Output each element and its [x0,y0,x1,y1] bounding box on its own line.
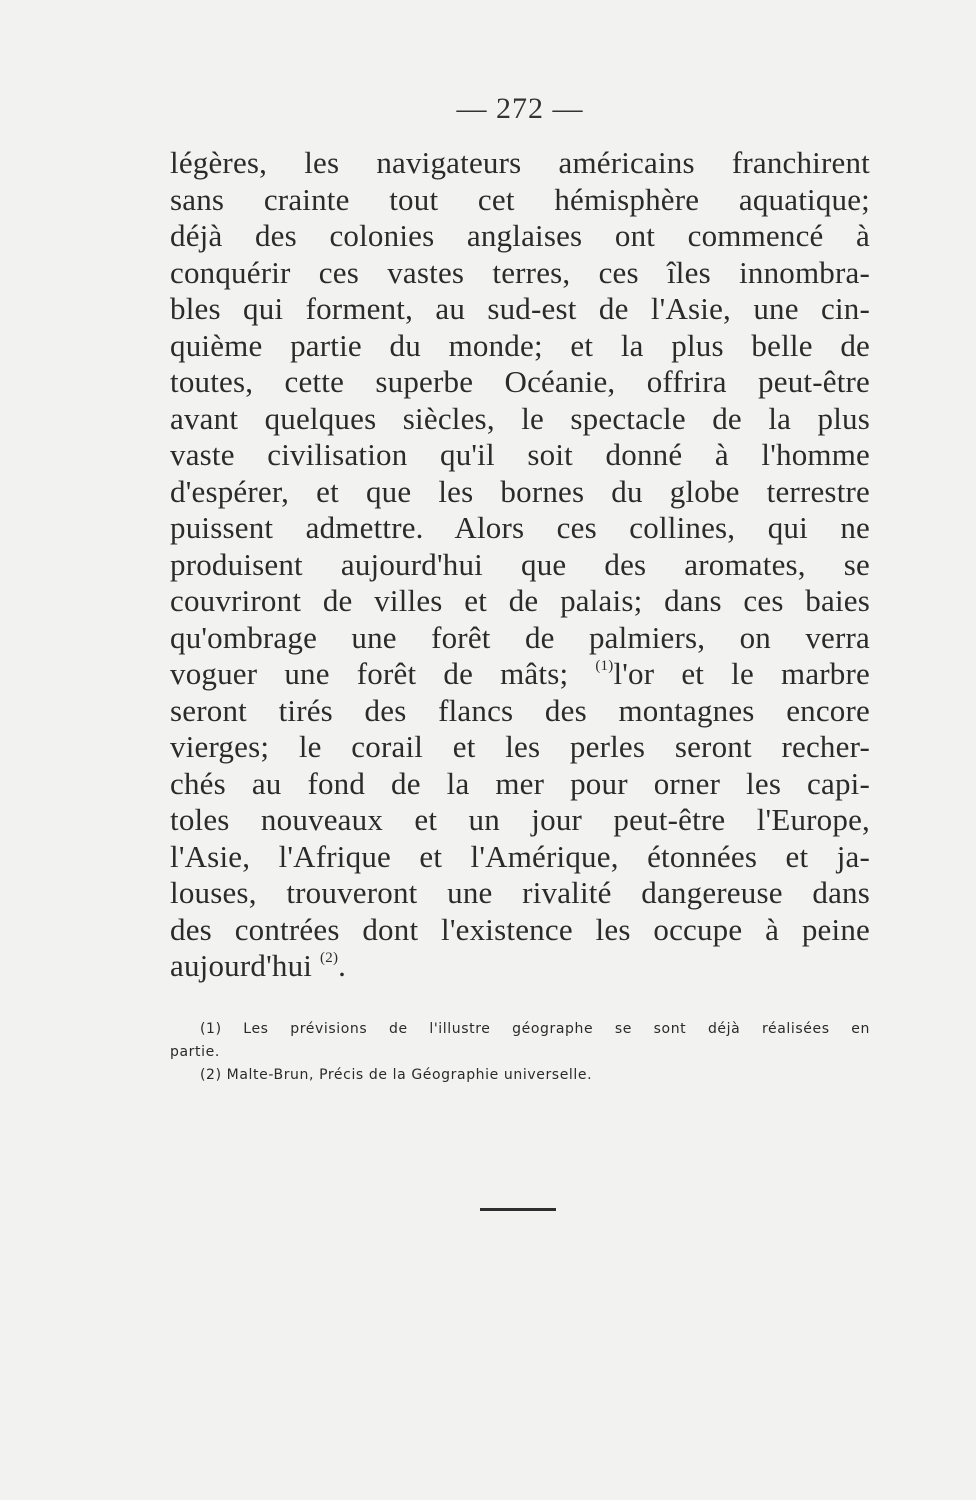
footnotes [170,1018,870,1087]
text-line: qu'ombrage une forêt de palmiers, on verra [170,619,870,655]
text-line: d'espérer, et que les bornes du globe terrestre [170,473,870,509]
footnote-1-continuation: partie. [170,1044,220,1060]
text-line: des contrées dont l'existence les occupe à peine [170,911,870,947]
text-line: vierges; le corail et les perles seront recher- [170,729,870,764]
text-segment: . [338,948,347,983]
text-line: seront tirés des flancs des montagnes encore [170,692,870,728]
text-line: toutes, cette superbe Océanie, offrira peut-être [170,364,870,399]
end-rule [480,1208,556,1211]
footnote-ref-1: (1) [595,658,614,674]
text-line: l'Asie, l'Afrique et l'Amérique, étonnées et ja- [170,838,870,874]
text-line: produisent aujourd'hui que des aromates, se [170,546,870,582]
text-line: bles qui forment, au sud-est de l'Asie, une cin- [170,291,870,326]
text-line: sans crainte tout cet hémisphère aquatique; [170,181,870,217]
text-line: puissent admettre. Alors ces collines, qui ne [170,510,870,545]
text-line: couvriront de villes et de palais; dans ces baies [170,583,870,618]
footnote-ref-2: (2) [320,950,339,966]
text-line: louses, trouveront une rivalité dangereuse dans [170,875,870,910]
text-line: avant quelques siècles, le spectacle de la plus [170,400,870,436]
text-line: déjà des colonies anglaises ont commencé à [170,218,870,253]
text-line: légères, les navigateurs américains franchirent [170,145,870,180]
text-segment: l'or et le marbre [613,656,870,691]
body-text [170,145,870,985]
text-line: conquérir ces vastes terres, ces îles innombra- [170,254,870,290]
text-line-last [170,948,870,985]
footnote-1: (1) Les prévisions de l'illustre géographe se sont déjà réalisées en [200,1021,870,1037]
text-line: chés au fond de la mer pour orner les capi- [170,765,870,801]
page-number: — 272 — [456,92,584,125]
text-line: toles nouveaux et un jour peut-être l'Europe, [170,802,870,837]
text-segment: voguer une forêt de mâts; [170,656,569,691]
text-line: quième partie du monde; et la plus belle de [170,327,870,363]
footnote-2: (2) Malte-Brun, Précis de la Géographie universelle. [200,1067,593,1083]
text-segment: aujourd'hui [170,948,313,983]
text-line-with-footnote-ref [170,656,870,693]
text-line: vaste civilisation qu'il soit donné à l'homme [170,437,870,472]
